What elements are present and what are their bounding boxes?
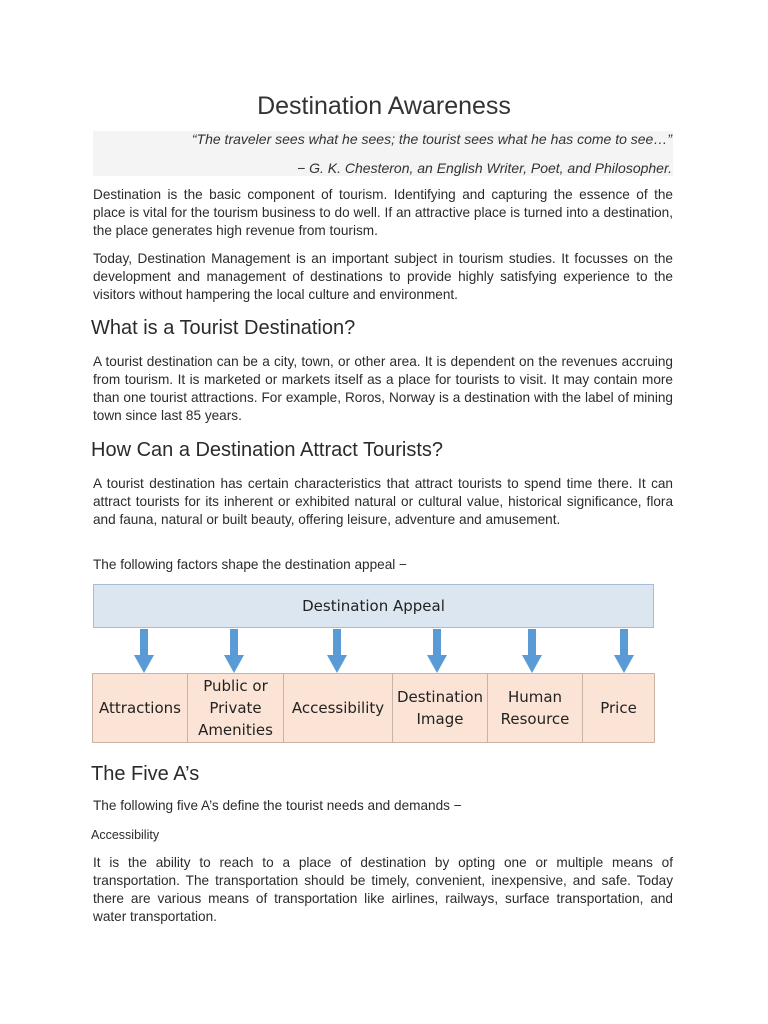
arrow-down-icon: [614, 629, 634, 673]
section-body-accessibility: It is the ability to reach to a place of destination by opting one or multiple means of transportation. The transportation should be timely, convenient, inexpensive, and safe. Today there are various means of transportation like airlines, railways, surface transportation, and water transportation.: [93, 855, 673, 924]
intro-paragraph-1: Destination is the basic component of tourism. Identifying and capturing the essence of the place is vital for the tourism business to do well. If an attractive place is turned into a destination, the place generates high revenue from tourism.: [93, 187, 673, 238]
factor-amenities: Public or Private Amenities: [187, 673, 284, 743]
factor-accessibility: Accessibility: [283, 673, 393, 743]
arrow-down-icon: [327, 629, 347, 673]
arrow-down-icon: [134, 629, 154, 673]
section-body-attract-tourists: A tourist destination has certain characteristics that attract tourists to spend time there. It can attract tourists for its inherent or exhibited natural or cultural value, historical significance, flora and fauna, natural or built beauty, offering leisure, adventure and amusement.: [93, 476, 673, 527]
section-lead-five-as: The following five A’s define the tourist needs and demands −: [93, 798, 462, 813]
quote-attribution: − G. K. Chesteron, an English Writer, Poet, and Philosopher.: [297, 160, 672, 176]
factor-price: Price: [582, 673, 655, 743]
subheading-accessibility: Accessibility: [91, 828, 160, 842]
factor-human-resource: Human Resource: [487, 673, 583, 743]
section-heading-attract-tourists: How Can a Destination Attract Tourists?: [91, 439, 444, 461]
section-heading-five-as: The Five A’s: [91, 763, 200, 785]
section-body-tourist-destination: A tourist destination can be a city, town, or other area. It is dependent on the revenues accruing from tourism. It is marketed or markets itself as a place for tourists to visit. It may contain more than one tourist attractions. For example, Roros, Norway is a destination with the label of mining town since last 85 years.: [93, 354, 673, 423]
intro-paragraph-2: Today, Destination Management is an important subject in tourism studies. It focusses on the development and management of destinations to provide highly satisfying experience to the visitors without hampering the local culture and environment.: [93, 251, 673, 302]
diagram-factors-row: [92, 673, 655, 743]
section-lead-destination-appeal: The following factors shape the destination appeal −: [93, 557, 407, 572]
arrow-down-icon: [224, 629, 244, 673]
factor-attractions: Attractions: [92, 673, 188, 743]
factor-destination-image: Destination Image: [392, 673, 488, 743]
section-heading-tourist-destination: What is a Tourist Destination?: [91, 317, 356, 339]
arrow-down-icon: [522, 629, 542, 673]
page-title: Destination Awareness: [257, 92, 511, 120]
quote-text: “The traveler sees what he sees; the tourist sees what he has come to see…”: [191, 131, 672, 147]
diagram-destination-appeal: Destination Appeal: [93, 584, 654, 628]
arrow-down-icon: [427, 629, 447, 673]
